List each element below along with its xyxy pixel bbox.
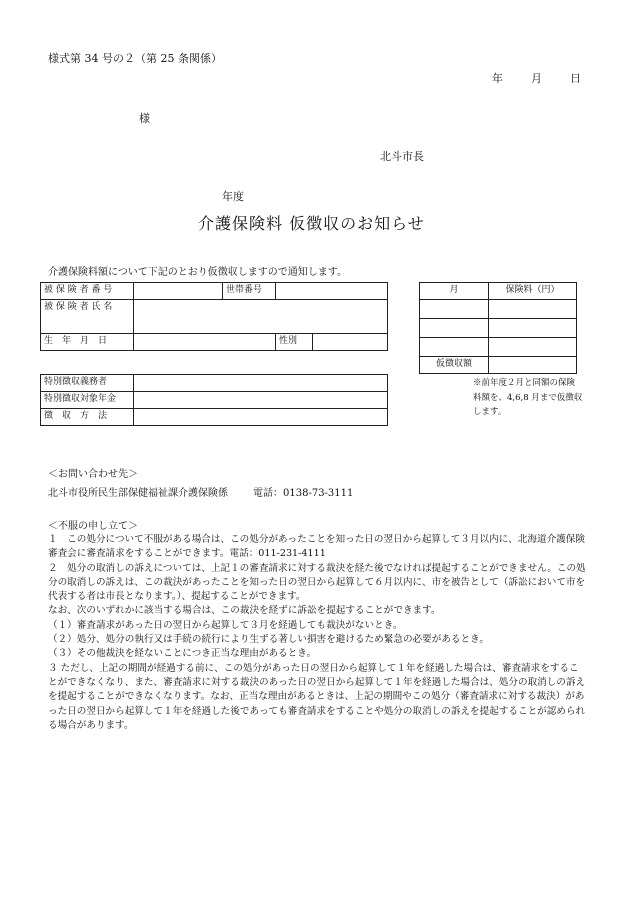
objection-paragraph: ２ 処分の取消しの訴えについては、上記１の審査請求に対する裁決を経た後でなければ提起することができません。この処分の取消しの訴えは、この裁決があったことを知った日の翌日から起算して６月以内に、市を被告として（訴訟において市を代表する者は市長となります。）、提起することができます。 bbox=[48, 562, 586, 603]
amount-cell bbox=[489, 319, 577, 338]
amount-header: 保険料（円） bbox=[489, 283, 577, 300]
birth-date-value bbox=[134, 334, 276, 351]
contact-heading: ＜お問い合わせ先＞ bbox=[48, 469, 138, 480]
insured-number-value bbox=[134, 283, 223, 300]
objection-paragraph: ３ ただし、上記の期間が経過する前に、この処分があった日の翌日から起算して１年を経過した場合は、審査請求をすることができなくなり、また、審査請求に対する裁決のあった日の翌日から起算して１年を経過した場合は、処分の取消しの訴えを提起することができなくなります。なお、正当な理由があるときは、上記の期間やこの処分（審査請求に対する裁決）があった日の翌日から起算して１年を経過した後であっても審査請求をすることや処分の取消しの訴えを提起することが認められる場合があります。 bbox=[48, 662, 586, 731]
objection-paragraph: （２）処分、処分の執行又は手続の続行により生ずる著しい損害を避けるため緊急の必要があるとき。 bbox=[48, 634, 489, 646]
objection-paragraph: （１）審査請求があった日の翌日から起算して３月を経過しても裁決がないとき。 bbox=[48, 619, 403, 631]
method-label: 徴 収 方 法 bbox=[41, 409, 134, 426]
objection-heading: ＜不服の申し立て＞ bbox=[48, 521, 138, 532]
premium-note: ※前年度２月と同額の保険料額を、4,6,8 月まで仮徴収します。 bbox=[473, 378, 583, 417]
total-label: 仮徴収額 bbox=[420, 357, 489, 374]
month-header: 月 bbox=[420, 283, 489, 300]
total-value bbox=[489, 357, 577, 374]
method-value bbox=[134, 409, 388, 426]
month-cell bbox=[420, 338, 489, 357]
pension-value bbox=[134, 392, 388, 409]
objection-paragraph: １ この処分について不服がある場合は、この処分があったことを知った日の翌日から起算して３月以内に、北海道介護保険審査会に審査請求をすることができます。電話：011-231-4111 bbox=[48, 534, 585, 560]
date-year-label: 年 bbox=[492, 72, 503, 85]
amount-cell bbox=[489, 300, 577, 319]
insured-name-label: 被 保 険 者 氏 名 bbox=[41, 300, 134, 334]
month-cell bbox=[420, 319, 489, 338]
collector-label: 特別徴収義務者 bbox=[41, 375, 134, 392]
objection-paragraph: なお、次のいずれかに該当する場合は、この裁決を経ずに訴訟を提起することができます。 bbox=[48, 605, 441, 617]
pension-label: 特別徴収対象年金 bbox=[41, 392, 134, 409]
fiscal-year-label: 年度 bbox=[222, 190, 244, 203]
objection-paragraph: （３）その他裁決を経ないことにつき正当な理由があるとき。 bbox=[48, 648, 317, 660]
birth-date-label: 生 年 月 日 bbox=[41, 334, 134, 351]
form-number: 様式第 34 号の２（第 25 条関係） bbox=[48, 52, 222, 65]
date-month-label: 月 bbox=[531, 72, 542, 85]
page-title: 介護保険料 仮徴収のお知らせ bbox=[198, 214, 425, 233]
objection-body bbox=[48, 533, 588, 733]
household-number-label: 世帯番号 bbox=[223, 283, 276, 300]
gender-value bbox=[313, 334, 388, 351]
insured-number-label: 被 保 険 者 番 号 bbox=[41, 283, 134, 300]
intro-text: 介護保険料額について下記のとおり仮徴収しますので通知します。 bbox=[48, 267, 347, 278]
insured-name-value bbox=[134, 300, 388, 334]
issuer: 北斗市長 bbox=[380, 150, 424, 163]
insured-table bbox=[40, 282, 388, 351]
recipient-suffix: 様 bbox=[139, 112, 150, 125]
contact-department: 北斗市役所民生部保健福祉課介護保険係 bbox=[48, 488, 228, 499]
contact-phone: 電話：0138-73-3111 bbox=[253, 488, 354, 499]
amount-cell bbox=[489, 338, 577, 357]
date-day-label: 日 bbox=[570, 72, 581, 85]
premium-table bbox=[419, 282, 577, 374]
collection-table bbox=[40, 374, 388, 426]
household-number-value bbox=[276, 283, 388, 300]
gender-label: 性別 bbox=[276, 334, 313, 351]
collector-value bbox=[134, 375, 388, 392]
month-cell bbox=[420, 300, 489, 319]
